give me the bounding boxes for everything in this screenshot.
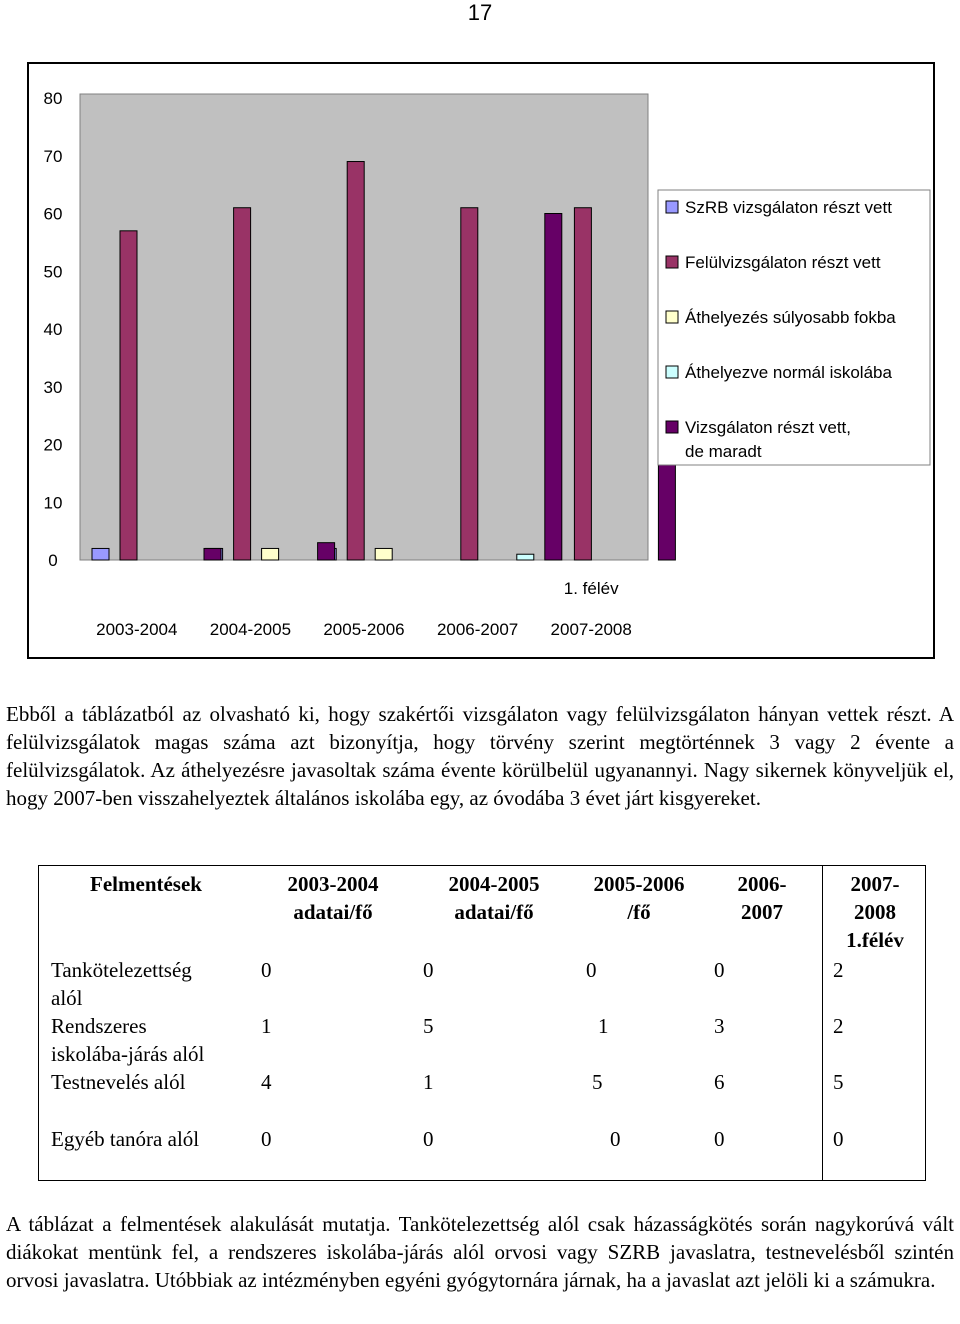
legend-swatch [666, 366, 678, 378]
table-row-label: Egyéb tanóra alól [51, 1127, 200, 1151]
bar [517, 554, 534, 560]
table-cell: 1 [423, 1070, 434, 1094]
table-header-2004-2005: 2004-2005 adatai/fő [448, 872, 540, 924]
table-header-2007-2008: 2007- 2008 1.félév [846, 872, 904, 952]
paragraph-chart-explanation: Ebből a táblázatból az olvasható ki, hogy szakértői vizsgálaton vagy felülvizsgálaton hányan vettek részt. A felülvizsgálatok magas száma azt bizonyítja, hogy törvény szerint megtörténnek 3 vagy 2 évente a felülvizsgálatok. Az áthelyezésre javasoltak száma évente körülbelül ugyanannyi. Nagy sikernek könyveljük el, hogy 2007-ben visszahelyeztek általános iskolába egy, az óvodába 3 évet járt kisgyereket. [6, 702, 954, 810]
x-category-label: 2007-2008 [550, 620, 632, 639]
table-cell: 0 [586, 958, 597, 982]
table-cell: 4 [261, 1070, 272, 1094]
table-cell: 0 [423, 1127, 434, 1151]
table-cell: 1 [598, 1014, 609, 1038]
table-cell: 0 [610, 1127, 621, 1151]
table-cell: 5 [592, 1070, 603, 1094]
table-cell: 6 [714, 1070, 725, 1094]
bar [204, 548, 221, 560]
bar [120, 231, 137, 560]
table-cell: 5 [833, 1070, 844, 1094]
x-category-label: 2006-2007 [436, 620, 519, 639]
legend-swatch [666, 201, 678, 213]
legend-label: Felülvizsgálaton részt vett [685, 253, 881, 272]
table-row-label: Tankötelezettség alól [51, 958, 192, 1010]
y-tick-label: 50 [43, 262, 63, 282]
table-cell: 0 [714, 958, 725, 982]
table-cell: 0 [833, 1127, 844, 1151]
bar [347, 162, 364, 560]
paragraph-table-explanation: A táblázat a felmentések alakulását mutatja. Tankötelezettség alól csak házasságkötés során nagykorúvá vált diákokat mentünk fel, a rendszeres iskolába-járás alól orvosi vagy SZRB javaslatra, testnevelésből szintén orvosi javaslatra. Utóbbiak az intézményben egyéni gyógytornára járnak, ha a javaslat azt jelöli ki a számukra. [6, 1212, 954, 1292]
legend-swatch [666, 256, 678, 268]
table-row-label: Rendszeres iskolába-járás alól [51, 1014, 205, 1066]
table-column-divider [822, 866, 823, 1180]
table-cell: 0 [261, 958, 272, 982]
x-category-label: 2003-2004 [96, 620, 178, 639]
legend-swatch [666, 421, 678, 433]
table-header-2005-2006: 2005-2006 /fő [593, 872, 685, 924]
y-tick-label: 80 [43, 89, 63, 108]
y-tick-label: 40 [43, 320, 63, 339]
legend-label: Áthelyezés súlyosabb fokba [685, 308, 896, 327]
bar [318, 543, 335, 560]
table-cell: 1 [261, 1014, 272, 1038]
table-cell: 0 [423, 958, 434, 982]
bar [234, 208, 251, 560]
bar [92, 548, 109, 560]
table-cell: 2 [833, 1014, 844, 1038]
bar [545, 214, 562, 561]
legend-label: Vizsgálaton részt vett, de maradt [685, 418, 851, 461]
table-cell: 0 [714, 1127, 725, 1151]
page-number: 17 [467, 0, 493, 25]
y-tick-label: 0 [48, 551, 58, 570]
bar [375, 548, 392, 560]
table-header-2006-2007: 2006- 2007 [737, 872, 787, 924]
y-tick-label: 30 [43, 377, 63, 397]
chart-frame [27, 62, 935, 659]
y-tick-label: 70 [43, 146, 63, 166]
table-row-label: Testnevelés alól [51, 1070, 186, 1094]
exemptions-table [38, 865, 926, 1181]
y-tick-label: 60 [43, 204, 63, 224]
table-cell: 0 [261, 1127, 272, 1151]
legend-swatch [666, 311, 678, 323]
table-cell: 2 [833, 958, 844, 982]
x-category-label: 2005-2006 [323, 620, 405, 639]
bar-chart [29, 64, 933, 657]
bar [461, 208, 478, 560]
legend-label: Áthelyezve normál iskolába [685, 363, 892, 382]
y-tick-label: 10 [43, 493, 63, 513]
bar [574, 208, 591, 560]
x-category-sublabel: 1. félév [563, 579, 619, 598]
table-header-exemptions: Felmentések [90, 872, 202, 896]
table-header-2003-2004: 2003-2004 adatai/fő [287, 872, 379, 924]
legend-label: SzRB vizsgálaton részt vett [685, 198, 892, 217]
table-cell: 5 [423, 1014, 434, 1038]
x-category-label: 2004-2005 [209, 620, 292, 639]
y-tick-label: 20 [43, 435, 63, 455]
table-cell: 3 [714, 1014, 725, 1038]
bar [262, 548, 279, 560]
